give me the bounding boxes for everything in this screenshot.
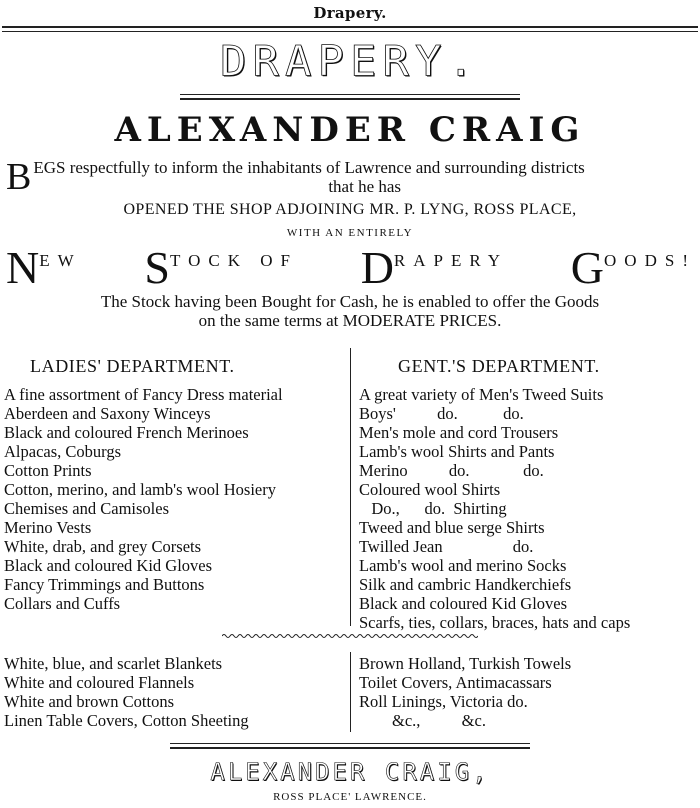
gents-item: Coloured wool Shirts (359, 480, 501, 499)
household-item: Roll Linings, Victoria do. (359, 692, 528, 711)
intro-paragraph (6, 158, 696, 196)
household-divider (350, 652, 351, 732)
page-header: Drapery. (313, 4, 387, 22)
department-divider (350, 348, 351, 626)
gents-item: Black and coloured Kid Gloves (359, 594, 568, 613)
gents-item: Lamb's wool and merino Socks (359, 556, 567, 575)
wavy-divider (222, 632, 478, 640)
banner-rule-2 (180, 98, 520, 100)
household-right-list (359, 654, 571, 730)
header-rule-bottom (2, 31, 698, 32)
gents-item: Merino do. do. (359, 461, 544, 480)
ladies-item: Black and coloured French Merinoes (4, 423, 249, 442)
household-item: Linen Table Covers, Cotton Sheeting (4, 711, 249, 730)
household-item: White and coloured Flannels (4, 673, 195, 692)
new-stock-headline (6, 242, 696, 293)
opened-shop-line: OPENED THE SHOP ADJOINING MR. P. LYNG, ROSS PLACE, (123, 201, 577, 218)
headline-word-stock: STOCK OF (144, 242, 298, 293)
ladies-items-list (4, 385, 283, 613)
ladies-item: A fine assortment of Fancy Dress material (4, 385, 283, 404)
ladies-item: Collars and Cuffs (4, 594, 121, 613)
household-item: Brown Holland, Turkish Towels (359, 654, 572, 673)
household-item: Toilet Covers, Antimacassars (359, 673, 552, 692)
ladies-item: Cotton Prints (4, 461, 92, 480)
intro-line-1: EGS respectfully to inform the inhabitants of Lawrence and surrounding districts (33, 158, 585, 177)
ladies-item: Cotton, merino, and lamb's wool Hosiery (4, 480, 276, 499)
with-entirely-line: WITH AN ENTIRELY (286, 227, 414, 239)
gents-item: Scarfs, ties, collars, braces, hats and caps (359, 613, 631, 632)
footer-address: ROSS PLACE' LAWRENCE. (273, 791, 427, 803)
header-rule-top (2, 26, 698, 28)
gents-items-list (359, 385, 630, 632)
ladies-item: Chemises and Camisoles (4, 499, 169, 518)
banner-rule-1 (180, 94, 520, 95)
stock-line-2: on the same terms at MODERATE PRICES. (198, 311, 502, 330)
ladies-department-heading: LADIES' DEPARTMENT. (30, 356, 235, 376)
ladies-item: Black and coloured Kid Gloves (4, 556, 213, 575)
intro-dropcap: B (6, 156, 32, 198)
ladies-item: Fancy Trimmings and Buttons (4, 575, 205, 594)
ladies-item: Merino Vests (4, 518, 92, 537)
household-left-list (4, 654, 249, 730)
gents-item: Men's mole and cord Trousers (359, 423, 559, 442)
intro-line-2: that he has (328, 177, 402, 196)
gents-item: Lamb's wool Shirts and Pants (359, 442, 555, 461)
gents-department-heading: GENT.'S DEPARTMENT. (398, 356, 600, 376)
gents-item: Boys' do. do. (359, 404, 524, 423)
household-item: White and brown Cottons (4, 692, 175, 711)
gents-item: Silk and cambric Handkerchiefs (359, 575, 572, 594)
headline-word-new: NEW (6, 242, 82, 293)
gents-item: A great variety of Men's Tweed Suits (359, 385, 604, 404)
ladies-item: Alpacas, Coburgs (4, 442, 122, 461)
household-item: &c., &c. (359, 711, 486, 730)
stock-paragraph (0, 292, 700, 330)
headline-word-goods: GOODS! (570, 242, 696, 293)
gents-item: Twilled Jean do. (359, 537, 534, 556)
stock-line-1: The Stock having been Bought for Cash, he is enabled to offer the Goods (100, 292, 600, 311)
headline-word-drapery: DRAPERY (360, 242, 509, 293)
footer-rule-1 (170, 743, 530, 744)
household-item: White, blue, and scarlet Blankets (4, 654, 223, 673)
gents-item: Do., do. Shirting (359, 499, 507, 518)
ladies-item: Aberdeen and Saxony Winceys (4, 404, 211, 423)
footer-rule-2 (170, 747, 530, 749)
ladies-item: White, drab, and grey Corsets (4, 537, 202, 556)
gents-item: Tweed and blue serge Shirts (359, 518, 545, 537)
advertiser-name: ALEXANDER CRAIG (114, 110, 586, 150)
drapery-banner: DRAPERY. (220, 37, 480, 86)
footer-name: ALEXANDER CRAIG, (210, 758, 490, 786)
